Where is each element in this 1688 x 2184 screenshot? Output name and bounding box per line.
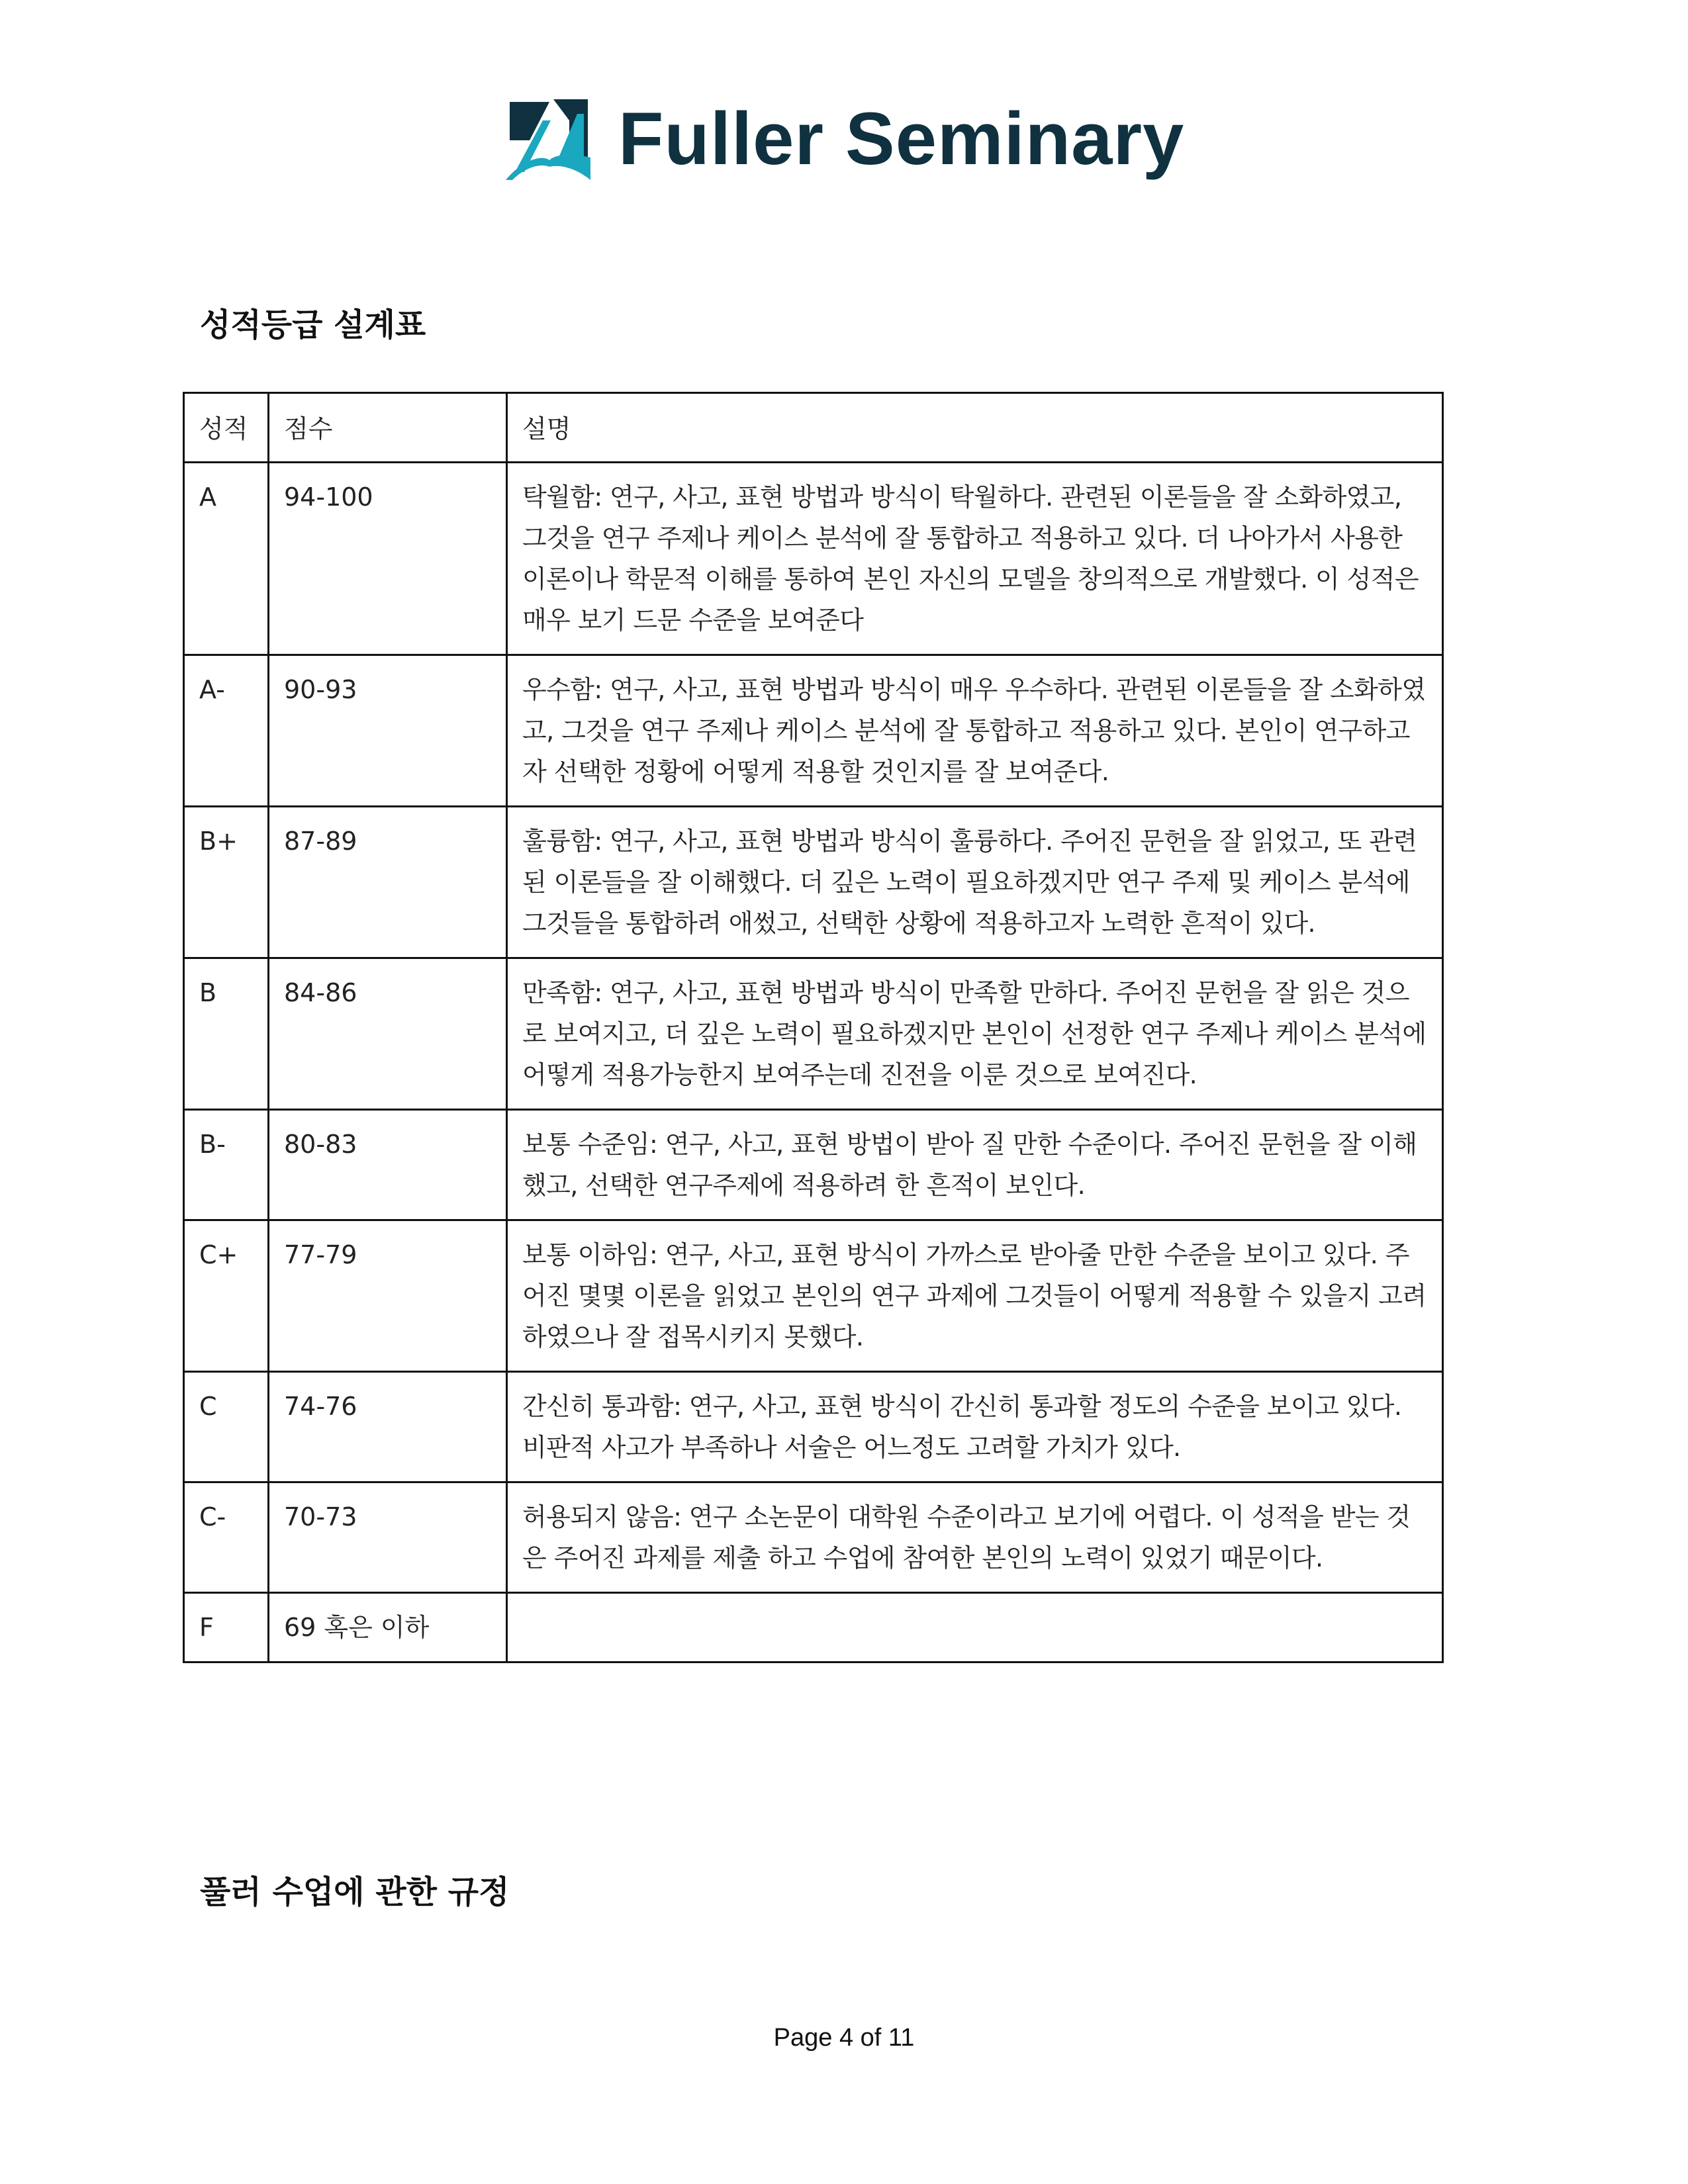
description-cell: 보통 수준임: 연구, 사고, 표현 방법이 받아 질 만한 수준이다. 주어진 문헌을 잘 이해했고, 선택한 연구주제에 적용하려 한 흔적이 보인다. — [507, 1110, 1443, 1220]
header-score: 점수 — [269, 393, 507, 463]
page-number: Page 4 of 11 — [773, 2024, 915, 2052]
header-description: 설명 — [507, 393, 1443, 463]
description-cell: 우수함: 연구, 사고, 표현 방법과 방식이 매우 우수하다. 관련된 이론들을 잘 소화하였고, 그것을 연구 주제나 케이스 분석에 잘 통합하고 적용하고 있다. 본인이 연구하고자 선택한 정황에 어떻게 적용할 것인지를 잘 보여준다. — [507, 655, 1443, 807]
grade-table — [183, 392, 1444, 1663]
grade-cell: A — [184, 463, 269, 655]
fuller-logo — [503, 93, 1184, 185]
grade-cell: C — [184, 1372, 269, 1482]
score-cell: 87-89 — [269, 807, 507, 958]
description-cell: 탁월함: 연구, 사고, 표현 방법과 방식이 탁월하다. 관련된 이론들을 잘 소화하였고, 그것을 연구 주제나 케이스 분석에 잘 통합하고 적용하고 있다. 더 나아가서 사용한 이론이나 학문적 이해를 통하여 본인 자신의 모델을 창의적으로 개발했다. 이 성적은 매우 보기 드문 수준을 보여준다 — [507, 463, 1443, 655]
table-row — [184, 1110, 1443, 1220]
score-cell: 74-76 — [269, 1372, 507, 1482]
score-cell: 94-100 — [269, 463, 507, 655]
score-cell: 69 혹은 이하 — [269, 1593, 507, 1662]
description-cell: 훌륭함: 연구, 사고, 표현 방법과 방식이 훌륭하다. 주어진 문헌을 잘 읽었고, 또 관련된 이론들을 잘 이해했다. 더 깊은 노력이 필요하겠지만 연구 주제 및 케이스 분석에 그것들을 통합하려 애썼고, 선택한 상황에 적용하고자 노력한 흔적이 있다. — [507, 807, 1443, 958]
grade-cell: A- — [184, 655, 269, 807]
fuller-book-icon — [503, 94, 593, 184]
score-cell: 84-86 — [269, 958, 507, 1110]
description-cell: 만족함: 연구, 사고, 표현 방법과 방식이 만족할 만하다. 주어진 문헌을 잘 읽은 것으로 보여지고, 더 깊은 노력이 필요하겠지만 본인이 선정한 연구 주제나 케이스 분석에 어떻게 적용가능한지 보여주는데 진전을 이룬 것으로 보여진다. — [507, 958, 1443, 1110]
table-row — [184, 1482, 1443, 1593]
grade-cell: B — [184, 958, 269, 1110]
header-grade: 성적 — [184, 393, 269, 463]
grade-cell: C+ — [184, 1220, 269, 1372]
grade-cell: B+ — [184, 807, 269, 958]
table-row — [184, 1220, 1443, 1372]
description-cell: 허용되지 않음: 연구 소논문이 대학원 수준이라고 보기에 어렵다. 이 성적을 받는 것은 주어진 과제를 제출 하고 수업에 참여한 본인의 노력이 있었기 때문이다. — [507, 1482, 1443, 1593]
grade-cell: B- — [184, 1110, 269, 1220]
score-cell: 80-83 — [269, 1110, 507, 1220]
score-cell: 77-79 — [269, 1220, 507, 1372]
table-row — [184, 1372, 1443, 1482]
grading-table-title: 성적등급 설계표 — [200, 306, 426, 343]
grade-cell: F — [184, 1593, 269, 1662]
score-cell: 70-73 — [269, 1482, 507, 1593]
table-row — [184, 463, 1443, 655]
description-cell — [507, 1593, 1443, 1662]
score-cell: 90-93 — [269, 655, 507, 807]
table-row — [184, 807, 1443, 958]
table-header-row — [184, 393, 1443, 463]
description-cell: 보통 이하임: 연구, 사고, 표현 방식이 가까스로 받아줄 만한 수준을 보이고 있다. 주어진 몇몇 이론을 읽었고 본인의 연구 과제에 그것들이 어떻게 적용할 수 있을지 고려하였으나 잘 접목시키지 못했다. — [507, 1220, 1443, 1372]
grade-cell: C- — [184, 1482, 269, 1593]
table-row — [184, 655, 1443, 807]
rules-section-title: 풀러 수업에 관한 규정 — [200, 1874, 510, 1911]
description-cell: 간신히 통과함: 연구, 사고, 표현 방식이 간신히 통과할 정도의 수준을 보이고 있다. 비판적 사고가 부족하나 서술은 어느정도 고려할 가치가 있다. — [507, 1372, 1443, 1482]
logo-text: Fuller Seminary — [618, 97, 1185, 180]
table-row — [184, 958, 1443, 1110]
table-row — [184, 1593, 1443, 1662]
